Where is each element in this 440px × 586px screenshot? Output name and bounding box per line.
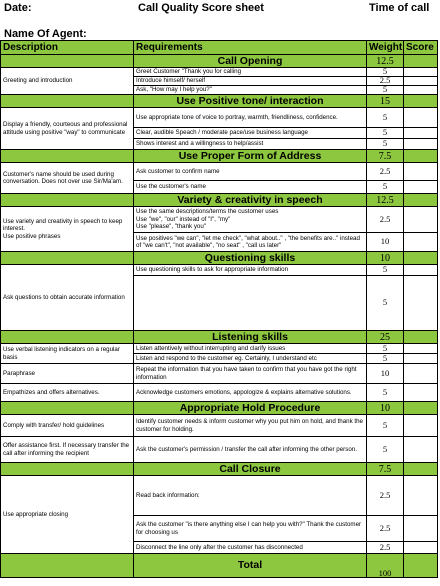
row-requirement: Clear, audible Speach / moderate pace/use business language [134,128,367,139]
table-row [1,476,438,516]
section-title: Appropriate Hold Procedure [134,402,367,415]
section-weight: 25 [367,331,404,344]
section-title: Call Opening [134,55,367,68]
score-cell[interactable] [404,384,438,402]
score-cell[interactable] [404,207,438,233]
row-description: Use variety and creativity in speech to keep interest. Use positive phrases [1,207,134,252]
row-requirement: Listen and respond to the customer eg. Certainly, I understand etc [134,354,367,364]
row-requirement: Identify customer needs & inform customer why you put him on hold, and thank the customer for holding. [134,415,367,437]
row-requirement: Repeat the information that you have taken to confirm that you have got the right information [134,364,367,384]
section-header-form-of-address [1,150,438,163]
score-cell[interactable] [404,476,438,516]
row-weight: 5 [367,139,404,150]
score-cell[interactable] [404,68,438,77]
score-cell[interactable] [404,163,438,181]
row-weight: 2.5 [367,516,404,542]
score-cell[interactable] [404,415,438,437]
weight-header: Weight [367,41,404,55]
score-cell[interactable] [404,344,438,354]
score-cell[interactable] [404,181,438,194]
table-row [1,108,438,128]
row-weight: 5 [367,415,404,437]
total-score-cell[interactable] [404,554,438,578]
table-row [1,265,438,276]
section-weight: 12.5 [367,194,404,207]
row-description: Greeting and introduction [1,68,134,95]
row-requirement: Shows interest and a willingness to help/assist [134,139,367,150]
section-weight: 10 [367,252,404,265]
score-cell[interactable] [404,276,438,331]
row-description: Use appropriate closing [1,476,134,554]
section-title: Call Closure [134,463,367,476]
row-requirement: Use appropriate tone of voice to portray, warmth, friendliness, confidence. [134,108,367,128]
score-cell[interactable] [404,542,438,554]
row-requirement: Use positives "we can", "let me check", "what about.." , "the benefits are.." instead of "we can't", "not available", "no seat" , "call us later" [134,233,367,252]
row-weight: 5 [367,86,404,95]
row-requirement: Listen attentively without interrupting and clarify issues [134,344,367,354]
date-label: Date: [4,2,32,14]
row-weight: 5 [367,437,404,463]
total-label: Total [134,554,367,578]
score-cell[interactable] [404,364,438,384]
section-weight: 7.5 [367,150,404,163]
row-description: Paraphrase [1,364,134,384]
row-requirement: Ask, "How may I help you?" [134,86,367,95]
sheet-title: Call Quality Score sheet [138,2,264,14]
row-description: Offer assistance first. If necessary transfer the call after informing the recipient [1,437,134,463]
section-weight: 15 [367,95,404,108]
score-cell[interactable] [404,77,438,86]
row-weight: 2.5 [367,542,404,554]
section-header-call-closure [1,463,438,476]
score-cell[interactable] [404,139,438,150]
row-requirement: Use the customer's name [134,181,367,194]
score-header: Score [404,41,438,55]
total-row [1,554,438,578]
row-requirement: Introduce himself/ herself [134,77,367,86]
section-title: Questioning skills [134,252,367,265]
total-weight: 100 [367,554,404,578]
table-row [1,163,438,181]
row-description: Empathizes and offers alternatives. [1,384,134,402]
section-header-listening [1,331,438,344]
row-weight: 2.5 [367,77,404,86]
row-requirement: Disconnect the line only after the customer has disconnected [134,542,367,554]
table-row [1,384,438,402]
section-header-call-opening [1,55,438,68]
section-header-hold-procedure [1,402,438,415]
row-requirement: Acknowledge customers emotions, appologize & explains alternative solutions. [134,384,367,402]
row-requirement: Greet Customer "Thank you for calling [134,68,367,77]
row-weight: 10 [367,364,404,384]
table-row [1,68,438,77]
section-title: Variety & creativity in speech [134,194,367,207]
row-weight: 5 [367,276,404,331]
row-weight: 10 [367,233,404,252]
row-weight: 5 [367,354,404,364]
score-cell[interactable] [404,86,438,95]
section-weight: 10 [367,402,404,415]
table-row [1,207,438,233]
section-weight: 7.5 [367,463,404,476]
score-cell[interactable] [404,516,438,542]
row-weight: 5 [367,265,404,276]
row-weight: 2.5 [367,163,404,181]
requirements-header: Requirements [134,41,367,55]
row-requirement: Ask the customer's permission / transfer the call after informing the other person. [134,437,367,463]
section-header-positive-tone [1,95,438,108]
row-weight: 2.5 [367,207,404,233]
row-weight: 5 [367,108,404,128]
row-requirement [134,276,367,331]
score-table [0,40,438,578]
score-cell[interactable] [404,233,438,252]
table-row [1,364,438,384]
section-header-variety [1,194,438,207]
row-description: Ask questions to obtain accurate information [1,265,134,331]
table-row [1,344,438,354]
section-title: Use Proper Form of Address [134,150,367,163]
row-weight: 5 [367,68,404,77]
section-title: Listening skills [134,331,367,344]
row-weight: 5 [367,128,404,139]
row-description: Comply with transfer/ hold guidelines [1,415,134,437]
row-weight: 5 [367,384,404,402]
row-requirement: Ask customer to confirm name [134,163,367,181]
table-row [1,415,438,437]
description-header: Description [1,41,134,55]
section-weight: 12.5 [367,55,404,68]
score-cell[interactable] [404,354,438,364]
row-description: Use verbal listening indicators on a regular basis [1,344,134,364]
section-title: Use Positive tone/ interaction [134,95,367,108]
time-of-call-label: Time of call [369,2,430,14]
row-description: Customer's name should be used during conversation. Does not over use Sir/Ma'am. [1,163,134,194]
score-cell[interactable] [404,265,438,276]
row-weight: 5 [367,344,404,354]
score-cell[interactable] [404,108,438,128]
column-header-row [1,41,438,55]
row-requirement: Use the same descriptions/terms the customer uses Use "we", "our" instead of "I", "my" Use "please", "thank you" [134,207,367,233]
row-requirement: Use questioning skills to ask for appropriate information [134,265,367,276]
agent-name-label: Name Of Agent: [4,28,87,40]
score-cell[interactable] [404,437,438,463]
score-cell[interactable] [404,128,438,139]
row-weight: 2.5 [367,476,404,516]
section-header-questioning [1,252,438,265]
table-row [1,437,438,463]
row-description: Display a friendly, courteous and professional attitude using positive "way" to communicate [1,108,134,150]
row-requirement: Read back information: [134,476,367,516]
row-requirement: Ask the customer "is there anything else I can help you with?" Thank the customer for choosing us [134,516,367,542]
row-weight: 5 [367,181,404,194]
